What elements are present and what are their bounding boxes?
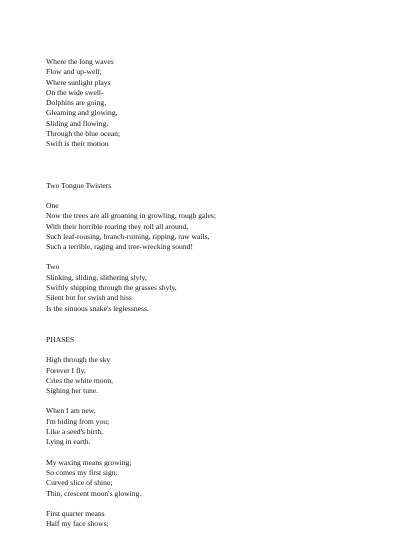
poem-line: Swift is their motion xyxy=(46,139,109,149)
poem-line: First quarter means xyxy=(46,508,105,518)
twister-one xyxy=(46,201,406,252)
phases-stanza xyxy=(46,355,406,396)
poem-line: Curved slice of shine; xyxy=(46,478,113,488)
poem-line: Such leaf-rousing, branch-ruining, ripping, raw wails, xyxy=(46,231,210,241)
poem-line: Sliding and flowing, xyxy=(46,118,109,128)
poem-line: Such a terrible, raging and tree-wrecking sound! xyxy=(46,242,193,252)
twisters-heading-block xyxy=(46,181,406,191)
section-gap xyxy=(46,171,406,181)
stanza-gap xyxy=(46,345,406,355)
stanza-gap xyxy=(46,191,406,201)
poem-line: Dolphins are going, xyxy=(46,98,107,108)
twister-two xyxy=(46,262,406,313)
poem-line: Lying in earth. xyxy=(46,437,91,447)
phases-stanza xyxy=(46,406,406,447)
twister-two-label: Two xyxy=(46,262,60,272)
twister-one-label: One xyxy=(46,200,59,210)
stanza-gap xyxy=(46,396,406,406)
poem-line: My waxing means growing; xyxy=(46,457,132,467)
stanza-gap xyxy=(46,499,406,509)
section-gap xyxy=(46,314,406,335)
poem-line: Where the long waves xyxy=(46,57,114,66)
poem-line: Slinking, sliding, slithering slyly, xyxy=(46,272,147,282)
poem-line: Swiftly shipping through the grasses shyly, xyxy=(46,283,177,293)
poem-line: So comes my first sign: xyxy=(46,467,118,477)
poem-line: Gleaming and glowing, xyxy=(46,108,118,118)
phases-heading-block xyxy=(46,335,406,345)
poem-line: Forever I fly, xyxy=(46,365,86,375)
phases-stanza xyxy=(46,509,406,530)
poem-line: Thin, crescent moon's glowing. xyxy=(46,488,142,498)
section-gap xyxy=(46,150,406,171)
poem-line: Sighing her tune. xyxy=(46,386,99,396)
poem-line: Cries the white moon, xyxy=(46,375,114,385)
poem-line: Now the trees are all groaning in growling, rough gales; xyxy=(46,211,216,221)
poem-line: Where sunlight plays xyxy=(46,77,111,87)
poem-line: When I am new, xyxy=(46,406,96,416)
poem-line: Like a seed's birth, xyxy=(46,427,104,437)
poem-line: Through the blue ocean; xyxy=(46,129,121,139)
dolphins-poem xyxy=(46,57,406,150)
poem-line: Is the sinuous snake's leglessness. xyxy=(46,303,149,313)
stanza-gap xyxy=(46,252,406,262)
phases-title: PHASES xyxy=(46,334,75,344)
poem-line: Half my face shows; xyxy=(46,519,109,529)
poem-line: I'm hiding from you; xyxy=(46,416,110,426)
poem-line: On the wide swell- xyxy=(46,87,104,97)
twisters-title: Two Tongue Twisters xyxy=(46,180,112,190)
poem-line: High through the sky xyxy=(46,355,111,365)
poem-line: Flow and up-well; xyxy=(46,67,102,77)
phases-stanza xyxy=(46,458,406,499)
document-page xyxy=(46,57,406,529)
poem-line: Silent but for swish and hiss xyxy=(46,293,132,303)
stanza-gap xyxy=(46,448,406,458)
poem-line: With their horrible roaring they roll all around, xyxy=(46,221,189,231)
